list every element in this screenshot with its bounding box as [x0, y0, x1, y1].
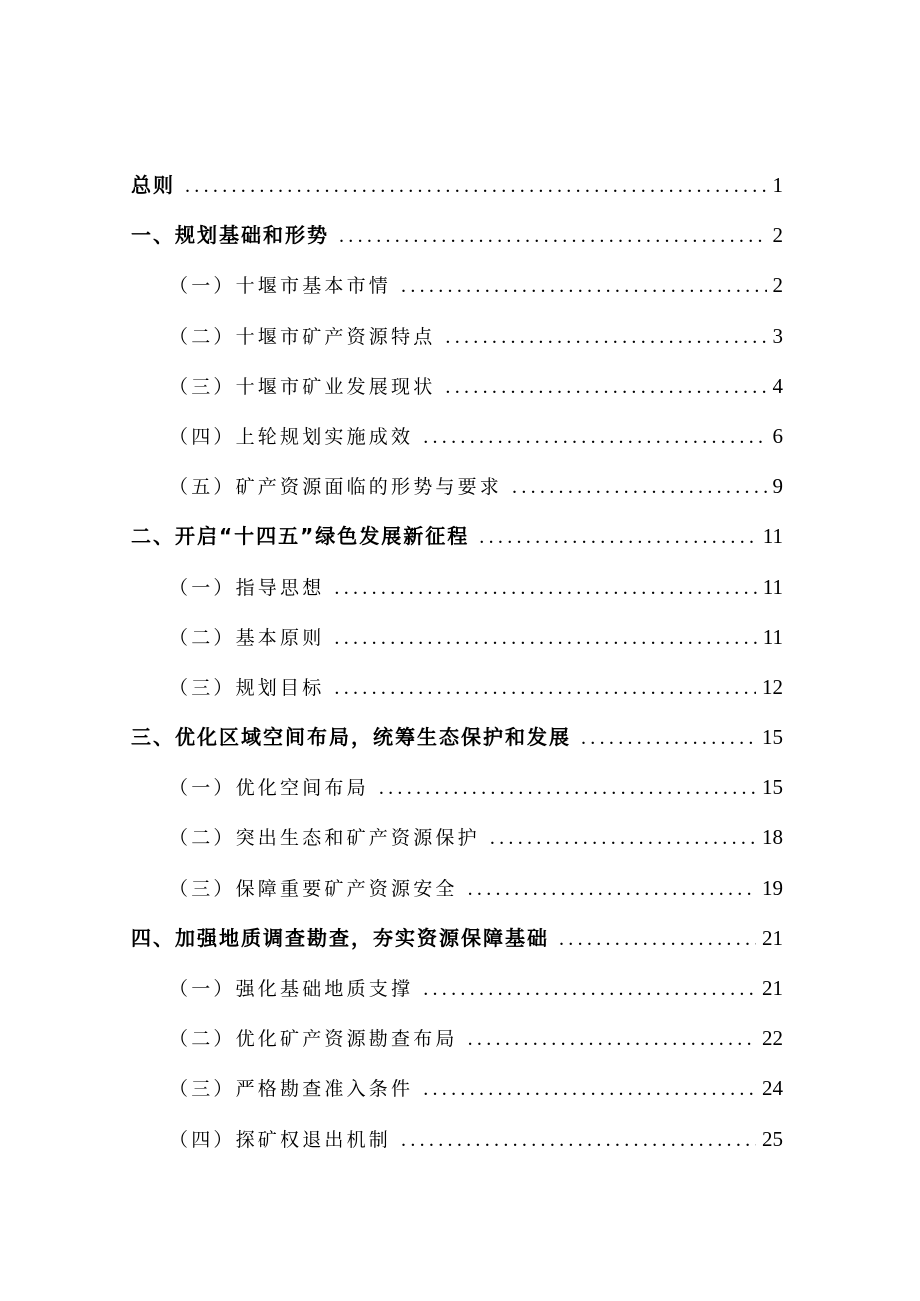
toc-entry-label: （三）规划目标	[169, 676, 325, 699]
toc-dot-leader	[334, 613, 756, 663]
toc-subentry[interactable]	[131, 812, 783, 862]
toc-entry-label: 二、开启“十四五”绿色发展新征程	[131, 524, 470, 549]
toc-entry-page: 2	[772, 273, 783, 298]
toc-entry-page: 12	[762, 674, 783, 699]
toc-subentry[interactable]	[131, 562, 783, 612]
toc-subentry[interactable]	[131, 461, 783, 511]
toc-dot-leader	[581, 713, 756, 763]
toc-entry-page: 18	[762, 825, 783, 850]
toc-dot-leader	[490, 813, 756, 863]
toc-subentry[interactable]	[131, 863, 783, 913]
toc-subentry[interactable]	[131, 1063, 783, 1113]
toc-entry-page: 6	[772, 423, 783, 448]
toc-entry-page: 21	[762, 976, 783, 1000]
toc-subentry[interactable]	[131, 260, 783, 310]
toc-dot-leader	[468, 864, 756, 914]
toc-entry-page: 4	[772, 373, 783, 398]
toc-dot-leader	[445, 362, 766, 412]
toc-dot-leader	[559, 914, 756, 964]
toc-entry-label: （三）十堰市矿业发展现状	[169, 375, 436, 398]
toc-entry-label: 一、规划基础和形势	[131, 223, 329, 248]
toc-entry-label: （二）优化矿产资源勘查布局	[169, 1028, 458, 1051]
toc-subentry[interactable]	[131, 1114, 783, 1164]
toc-entry-label: （三）保障重要矿产资源安全	[169, 877, 458, 900]
toc-entry[interactable]	[131, 913, 783, 963]
toc-entry-label: （二）基本原则	[169, 626, 325, 649]
toc-dot-leader	[334, 663, 756, 713]
toc-entry-page: 21	[762, 925, 783, 950]
toc-subentry[interactable]	[131, 361, 783, 411]
toc-entry-label: （二）突出生态和矿产资源保护	[169, 827, 480, 850]
toc-dot-leader	[423, 1064, 756, 1114]
toc-entry-label: （二）十堰市矿产资源特点	[169, 325, 436, 348]
toc-dot-leader	[185, 161, 767, 211]
toc-dot-leader	[401, 261, 766, 311]
table-of-contents	[131, 160, 783, 1164]
toc-subentry[interactable]	[131, 311, 783, 361]
toc-entry-page: 11	[762, 524, 783, 549]
toc-dot-leader	[468, 1014, 756, 1064]
toc-entry-page: 1	[772, 173, 783, 197]
toc-entry-label: 四、加强地质调查勘查，夯实资源保障基础	[131, 925, 549, 950]
toc-entry-label: （一）强化基础地质支撑	[169, 978, 414, 1000]
toc-dot-leader	[423, 964, 756, 1014]
toc-entry-page: 11	[762, 624, 783, 649]
toc-dot-leader	[445, 312, 766, 362]
toc-dot-leader	[479, 512, 756, 562]
toc-entry-page: 9	[772, 474, 783, 499]
toc-entry-page: 22	[762, 1026, 783, 1051]
toc-entry[interactable]	[131, 712, 783, 762]
toc-dot-leader	[512, 462, 766, 512]
toc-entry-label: （五）矿产资源面临的形势与要求	[169, 476, 503, 499]
toc-entry[interactable]	[131, 210, 783, 260]
toc-subentry[interactable]	[131, 762, 783, 812]
toc-entry-page: 3	[772, 323, 783, 348]
toc-entry-page: 11	[762, 574, 783, 599]
toc-entry-page: 25	[762, 1126, 783, 1151]
toc-subentry[interactable]	[131, 963, 783, 1013]
toc-entry-label: （一）优化空间布局	[169, 777, 369, 800]
toc-subentry[interactable]	[131, 411, 783, 461]
toc-entry-label: 三、优化区域空间布局，统筹生态保护和发展	[131, 725, 571, 750]
toc-subentry[interactable]	[131, 662, 783, 712]
toc-entry-page: 2	[772, 223, 783, 248]
toc-entry-page: 24	[762, 1076, 783, 1101]
toc-entry-label: （四）探矿权退出机制	[169, 1128, 392, 1151]
toc-entry-label: （三）严格勘查准入条件	[169, 1078, 414, 1101]
toc-entry-label: 总则	[131, 173, 175, 197]
toc-entry-label: （四）上轮规划实施成效	[169, 425, 414, 448]
toc-dot-leader	[379, 763, 756, 813]
toc-entry-page: 15	[762, 725, 783, 750]
toc-subentry[interactable]	[131, 612, 783, 662]
toc-dot-leader	[334, 563, 756, 613]
toc-dot-leader	[423, 412, 766, 462]
toc-dot-leader	[401, 1115, 756, 1165]
toc-entry-label: （一）指导思想	[169, 576, 325, 599]
toc-entry[interactable]	[131, 511, 783, 561]
toc-entry-page: 19	[762, 875, 783, 900]
toc-entry-page: 15	[762, 775, 783, 800]
toc-subentry[interactable]	[131, 1013, 783, 1063]
toc-dot-leader	[339, 211, 767, 261]
toc-entry-label: （一）十堰市基本市情	[169, 275, 392, 298]
toc-entry[interactable]	[131, 160, 783, 210]
